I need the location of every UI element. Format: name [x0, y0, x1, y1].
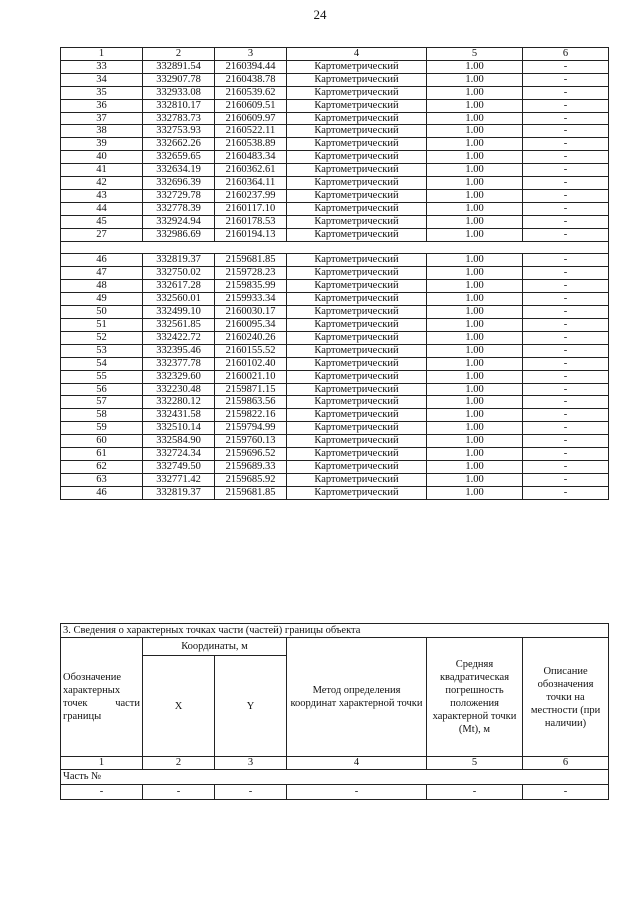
coordinates-header: Координаты, м: [143, 638, 287, 656]
point-number-cell: 58: [61, 409, 143, 422]
x-coordinate-cell: 332753.93: [143, 125, 215, 138]
y-coordinate-cell: 2160240.26: [215, 331, 287, 344]
table-row: [61, 254, 609, 267]
table-row: [61, 86, 609, 99]
point-number-cell: 48: [61, 280, 143, 293]
section-3-table: [60, 623, 609, 800]
table-row: [61, 228, 609, 241]
accuracy-cell: 1.00: [427, 177, 523, 190]
y-coordinate-cell: 2160609.51: [215, 99, 287, 112]
description-cell: -: [523, 370, 609, 383]
accuracy-cell: 1.00: [427, 228, 523, 241]
description-cell: -: [523, 435, 609, 448]
y-coordinate-cell: 2160362.61: [215, 164, 287, 177]
accuracy-cell: 1.00: [427, 99, 523, 112]
description-cell: -: [523, 86, 609, 99]
point-number-cell: 52: [61, 331, 143, 344]
y-coordinate-cell: 2160194.13: [215, 228, 287, 241]
accuracy-cell: 1.00: [427, 202, 523, 215]
x-coordinate-cell: 332662.26: [143, 138, 215, 151]
point-number-cell: 37: [61, 112, 143, 125]
x-coordinate-cell: 332422.72: [143, 331, 215, 344]
y-coordinate-cell: 2159822.16: [215, 409, 287, 422]
x-coordinate-cell: 332749.50: [143, 460, 215, 473]
y-coordinate-cell: 2159728.23: [215, 267, 287, 280]
y-coordinate-cell: 2159760.13: [215, 435, 287, 448]
table-row: [61, 215, 609, 228]
description-cell: -: [523, 409, 609, 422]
empty-cell: -: [215, 784, 287, 799]
y-coordinate-cell: 2160155.52: [215, 344, 287, 357]
method-cell: Картометрический: [287, 138, 427, 151]
table-row: [61, 344, 609, 357]
y-coordinate-cell: 2159696.52: [215, 448, 287, 461]
method-cell: Картометрический: [287, 267, 427, 280]
accuracy-cell: 1.00: [427, 293, 523, 306]
point-number-cell: 36: [61, 99, 143, 112]
y-coordinate-cell: 2160102.40: [215, 357, 287, 370]
description-cell: -: [523, 125, 609, 138]
section-3-title: 3. Сведения о характерных точках части (частей) границы объекта: [61, 624, 609, 638]
method-cell: Картометрический: [287, 331, 427, 344]
empty-cell: -: [143, 784, 215, 799]
y-coordinate-cell: 2159863.56: [215, 396, 287, 409]
point-designation-header: Обозначение характерных точек части границы: [61, 638, 143, 757]
method-cell: Картометрический: [287, 86, 427, 99]
point-number-cell: 44: [61, 202, 143, 215]
method-cell: Картометрический: [287, 60, 427, 73]
point-number-cell: 39: [61, 138, 143, 151]
y-coordinate-cell: 2159681.85: [215, 486, 287, 499]
x-header: X: [143, 656, 215, 757]
description-cell: -: [523, 331, 609, 344]
accuracy-cell: 1.00: [427, 138, 523, 151]
table-row: [61, 293, 609, 306]
y-coordinate-cell: 2160522.11: [215, 125, 287, 138]
method-cell: Картометрический: [287, 409, 427, 422]
table-row: [61, 202, 609, 215]
accuracy-cell: 5: [427, 48, 523, 61]
y-coordinate-cell: 2160095.34: [215, 319, 287, 332]
table-row: [61, 383, 609, 396]
accuracy-cell: 1.00: [427, 267, 523, 280]
accuracy-cell: 1.00: [427, 73, 523, 86]
x-coordinate-cell: 332560.01: [143, 293, 215, 306]
x-coordinate-cell: 332933.08: [143, 86, 215, 99]
method-cell: Картометрический: [287, 460, 427, 473]
point-number-cell: 46: [61, 486, 143, 499]
x-coordinate-cell: 332696.39: [143, 177, 215, 190]
accuracy-cell: 1.00: [427, 448, 523, 461]
accuracy-cell: 1.00: [427, 422, 523, 435]
accuracy-cell: 1.00: [427, 357, 523, 370]
point-number-cell: 51: [61, 319, 143, 332]
point-number-cell: 43: [61, 189, 143, 202]
x-coordinate-cell: 332659.65: [143, 151, 215, 164]
x-coordinate-cell: 332986.69: [143, 228, 215, 241]
y-coordinate-cell: 2160030.17: [215, 306, 287, 319]
method-cell: Картометрический: [287, 306, 427, 319]
point-number-cell: 53: [61, 344, 143, 357]
accuracy-cell: 1.00: [427, 473, 523, 486]
description-cell: -: [523, 164, 609, 177]
x-coordinate-cell: 332230.48: [143, 383, 215, 396]
empty-cell: -: [523, 784, 609, 799]
table-row: [61, 112, 609, 125]
col-number-3: 3: [215, 757, 287, 770]
table-row: [61, 409, 609, 422]
table-row: [61, 267, 609, 280]
method-cell: Картометрический: [287, 112, 427, 125]
y-coordinate-cell: 2160438.78: [215, 73, 287, 86]
method-cell: Картометрический: [287, 177, 427, 190]
y-coordinate-cell: 2160237.99: [215, 189, 287, 202]
point-number-cell: 49: [61, 293, 143, 306]
y-coordinate-cell: 2160364.11: [215, 177, 287, 190]
empty-cell: -: [287, 784, 427, 799]
table-row: [61, 319, 609, 332]
y-coordinate-cell: 2159689.33: [215, 460, 287, 473]
description-cell: -: [523, 60, 609, 73]
accuracy-cell: 1.00: [427, 125, 523, 138]
description-cell: -: [523, 486, 609, 499]
accuracy-cell: 1.00: [427, 280, 523, 293]
method-cell: Картометрический: [287, 125, 427, 138]
x-coordinate-cell: 332377.78: [143, 357, 215, 370]
description-cell: -: [523, 202, 609, 215]
table-row: [61, 99, 609, 112]
accuracy-cell: 1.00: [427, 319, 523, 332]
table-row: [61, 280, 609, 293]
description-cell: -: [523, 280, 609, 293]
x-coordinate-cell: 332280.12: [143, 396, 215, 409]
description-cell: -: [523, 215, 609, 228]
x-coordinate-cell: 332819.37: [143, 254, 215, 267]
x-coordinate-cell: 332924.94: [143, 215, 215, 228]
method-cell: Картометрический: [287, 254, 427, 267]
accuracy-cell: 1.00: [427, 396, 523, 409]
accuracy-cell: 1.00: [427, 306, 523, 319]
method-header: Метод определения координат характерной точки: [287, 638, 427, 757]
method-cell: Картометрический: [287, 73, 427, 86]
table-row: [61, 138, 609, 151]
description-cell: -: [523, 138, 609, 151]
table-row: [61, 448, 609, 461]
method-cell: Картометрический: [287, 396, 427, 409]
accuracy-cell: 1.00: [427, 435, 523, 448]
method-cell: Картометрический: [287, 473, 427, 486]
table-row: [61, 473, 609, 486]
description-cell: -: [523, 344, 609, 357]
point-number-cell: 59: [61, 422, 143, 435]
y-header: Y: [215, 656, 287, 757]
x-coordinate-cell: 332783.73: [143, 112, 215, 125]
coordinates-table: [60, 47, 609, 500]
accuracy-cell: 1.00: [427, 486, 523, 499]
description-cell: -: [523, 177, 609, 190]
x-coordinate-cell: 332729.78: [143, 189, 215, 202]
method-cell: Картометрический: [287, 293, 427, 306]
point-number-cell: 62: [61, 460, 143, 473]
x-coordinate-cell: 332819.37: [143, 486, 215, 499]
col-number-6: 6: [523, 757, 609, 770]
point-number-cell: 38: [61, 125, 143, 138]
point-number-cell: 42: [61, 177, 143, 190]
description-cell: -: [523, 396, 609, 409]
x-coordinate-cell: 332778.39: [143, 202, 215, 215]
accuracy-cell: 1.00: [427, 460, 523, 473]
y-coordinate-cell: 2160539.62: [215, 86, 287, 99]
table-row: [61, 396, 609, 409]
accuracy-cell: 1.00: [427, 112, 523, 125]
table-row: [61, 370, 609, 383]
description-cell: -: [523, 460, 609, 473]
header-row: [61, 48, 609, 61]
description-header: Описание обозначения точки на местности (при наличии): [523, 638, 609, 757]
description-cell: -: [523, 112, 609, 125]
method-cell: Картометрический: [287, 357, 427, 370]
point-number-cell: 1: [61, 48, 143, 61]
col-number-4: 4: [287, 757, 427, 770]
point-number-cell: 57: [61, 396, 143, 409]
y-coordinate-cell: 2159835.99: [215, 280, 287, 293]
x-coordinate-cell: 332561.85: [143, 319, 215, 332]
table-row: [61, 306, 609, 319]
point-number-cell: 41: [61, 164, 143, 177]
description-cell: -: [523, 151, 609, 164]
point-number-cell: 46: [61, 254, 143, 267]
x-coordinate-cell: 332724.34: [143, 448, 215, 461]
point-number-cell: 35: [61, 86, 143, 99]
description-cell: -: [523, 357, 609, 370]
y-coordinate-cell: 3: [215, 48, 287, 61]
method-cell: Картометрический: [287, 383, 427, 396]
accuracy-cell: 1.00: [427, 370, 523, 383]
separator-cell: [61, 241, 609, 254]
col-number-5: 5: [427, 757, 523, 770]
description-cell: 6: [523, 48, 609, 61]
accuracy-cell: 1.00: [427, 86, 523, 99]
x-coordinate-cell: 332499.10: [143, 306, 215, 319]
accuracy-cell: 1.00: [427, 409, 523, 422]
table-row: [61, 460, 609, 473]
x-coordinate-cell: 332329.60: [143, 370, 215, 383]
table-row: [61, 357, 609, 370]
accuracy-cell: 1.00: [427, 151, 523, 164]
table-row: [61, 189, 609, 202]
y-coordinate-cell: 2160021.10: [215, 370, 287, 383]
x-coordinate-cell: 2: [143, 48, 215, 61]
accuracy-cell: 1.00: [427, 60, 523, 73]
method-cell: Картометрический: [287, 486, 427, 499]
description-cell: -: [523, 189, 609, 202]
x-coordinate-cell: 332584.90: [143, 435, 215, 448]
accuracy-cell: 1.00: [427, 164, 523, 177]
part-label: Часть №: [61, 769, 609, 784]
method-cell: Картометрический: [287, 280, 427, 293]
description-cell: -: [523, 319, 609, 332]
description-cell: -: [523, 422, 609, 435]
y-coordinate-cell: 2160394.44: [215, 60, 287, 73]
table-row: [61, 125, 609, 138]
point-number-cell: 34: [61, 73, 143, 86]
accuracy-cell: 1.00: [427, 331, 523, 344]
method-cell: Картометрический: [287, 448, 427, 461]
description-cell: -: [523, 254, 609, 267]
method-cell: Картометрический: [287, 151, 427, 164]
col-number-2: 2: [143, 757, 215, 770]
description-cell: -: [523, 99, 609, 112]
table-row: [61, 151, 609, 164]
method-cell: Картометрический: [287, 215, 427, 228]
description-cell: -: [523, 306, 609, 319]
table-row: [61, 435, 609, 448]
accuracy-cell: 1.00: [427, 383, 523, 396]
empty-cell: -: [61, 784, 143, 799]
separator-row: [61, 241, 609, 254]
table-row: [61, 331, 609, 344]
table-row: [61, 177, 609, 190]
description-cell: -: [523, 228, 609, 241]
table-row: [61, 164, 609, 177]
point-number-cell: 54: [61, 357, 143, 370]
y-coordinate-cell: 2159681.85: [215, 254, 287, 267]
x-coordinate-cell: 332750.02: [143, 267, 215, 280]
x-coordinate-cell: 332891.54: [143, 60, 215, 73]
method-cell: Картометрический: [287, 435, 427, 448]
y-coordinate-cell: 2160178.53: [215, 215, 287, 228]
table-row: [61, 73, 609, 86]
y-coordinate-cell: 2160117.10: [215, 202, 287, 215]
method-cell: Картометрический: [287, 228, 427, 241]
point-number-cell: 45: [61, 215, 143, 228]
method-cell: Картометрический: [287, 319, 427, 332]
method-cell: Картометрический: [287, 422, 427, 435]
y-coordinate-cell: 2160483.34: [215, 151, 287, 164]
y-coordinate-cell: 2159685.92: [215, 473, 287, 486]
accuracy-cell: 1.00: [427, 215, 523, 228]
x-coordinate-cell: 332810.17: [143, 99, 215, 112]
point-number-cell: 40: [61, 151, 143, 164]
method-cell: Картометрический: [287, 344, 427, 357]
description-cell: -: [523, 383, 609, 396]
method-cell: Картометрический: [287, 202, 427, 215]
x-coordinate-cell: 332617.28: [143, 280, 215, 293]
point-number-cell: 61: [61, 448, 143, 461]
description-cell: -: [523, 473, 609, 486]
method-cell: Картометрический: [287, 189, 427, 202]
x-coordinate-cell: 332395.46: [143, 344, 215, 357]
table-row: [61, 486, 609, 499]
accuracy-header: Средняя квадратическая погрешность положения характерной точки (Mt), м: [427, 638, 523, 757]
accuracy-cell: 1.00: [427, 189, 523, 202]
y-coordinate-cell: 2160609.97: [215, 112, 287, 125]
point-number-cell: 55: [61, 370, 143, 383]
table-row: [61, 60, 609, 73]
point-number-cell: 47: [61, 267, 143, 280]
x-coordinate-cell: 332634.19: [143, 164, 215, 177]
table-row: [61, 422, 609, 435]
x-coordinate-cell: 332771.42: [143, 473, 215, 486]
x-coordinate-cell: 332907.78: [143, 73, 215, 86]
point-number-cell: 50: [61, 306, 143, 319]
empty-cell: -: [427, 784, 523, 799]
x-coordinate-cell: 332431.58: [143, 409, 215, 422]
point-number-cell: 63: [61, 473, 143, 486]
y-coordinate-cell: 2159794.99: [215, 422, 287, 435]
y-coordinate-cell: 2159933.34: [215, 293, 287, 306]
col-number-1: 1: [61, 757, 143, 770]
description-cell: -: [523, 448, 609, 461]
description-cell: -: [523, 73, 609, 86]
point-number-cell: 33: [61, 60, 143, 73]
method-cell: Картометрический: [287, 164, 427, 177]
method-cell: Картометрический: [287, 370, 427, 383]
point-number-cell: 27: [61, 228, 143, 241]
accuracy-cell: 1.00: [427, 254, 523, 267]
description-cell: -: [523, 267, 609, 280]
method-cell: 4: [287, 48, 427, 61]
page-number: 24: [313, 7, 327, 22]
y-coordinate-cell: 2159871.15: [215, 383, 287, 396]
y-coordinate-cell: 2160538.89: [215, 138, 287, 151]
point-number-cell: 60: [61, 435, 143, 448]
x-coordinate-cell: 332510.14: [143, 422, 215, 435]
method-cell: Картометрический: [287, 99, 427, 112]
description-cell: -: [523, 293, 609, 306]
point-number-cell: 56: [61, 383, 143, 396]
accuracy-cell: 1.00: [427, 344, 523, 357]
